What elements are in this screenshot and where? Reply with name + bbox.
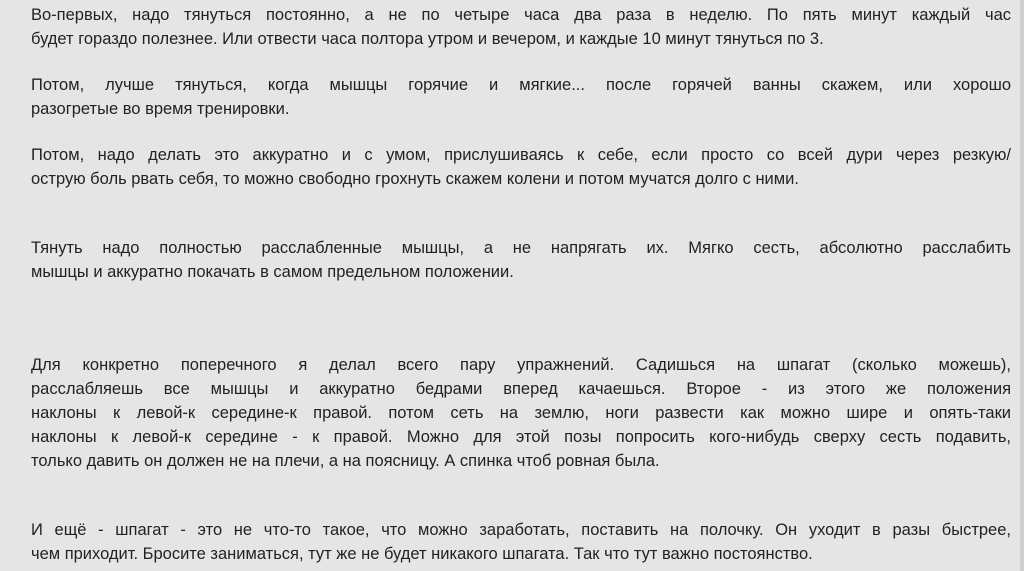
paragraph-warm-muscles [31, 73, 1011, 121]
text-line: расслабляешь все мышцы и аккуратно бедрами вперед качаешься. Второе - из этого же положения [31, 380, 1011, 398]
paragraph-exercises [31, 353, 1011, 473]
text-line: мышцы и аккуратно покачать в самом предельном положении. [31, 263, 514, 281]
text-line: будет гораздо полезнее. Или отвести часа полтора утром и вечером, и каждые 10 минут тянуться по 3. [31, 30, 824, 48]
paragraph-consistency [31, 3, 1011, 51]
text-line: чем приходит. Бросите заниматься, тут же не будет никакого шпагата. Так что тут важно постоянство. [31, 545, 813, 563]
paragraph-relaxed [31, 236, 1011, 284]
paragraph-conclusion [31, 518, 1011, 566]
text-line: только давить он должен не на плечи, а на поясницу. А спинка чтоб ровная была. [31, 452, 660, 470]
right-edge-strip [1020, 0, 1024, 571]
text-line: Во-первых, надо тянуться постоянно, а не по четыре часа два раза в неделю. По пять минут каждый час [31, 6, 1011, 24]
text-line: Тянуть надо полностью расслабленные мышцы, а не напрягать их. Мягко сесть, абсолютно расслабить [31, 239, 1011, 257]
text-line: острую боль рвать себя, то можно свободно грохнуть скажем колени и потом мучатся долго с ними. [31, 170, 799, 188]
post-body [31, 3, 1011, 566]
text-line: Для конкретно поперечного я делал всего пару упражнений. Садишься на шпагат (сколько можешь), [31, 356, 1011, 374]
paragraph-careful [31, 143, 1011, 191]
text-line: наклоны к левой-к середине-к правой. потом сеть на землю, ноги развести как можно шире и опять-таки [31, 404, 1011, 422]
text-line: И ещё - шпагат - это не что-то такое, что можно заработать, поставить на полочку. Он уходит в разы быстрее, [31, 521, 1011, 539]
text-line: Потом, надо делать это аккуратно и с умом, прислушиваясь к себе, если просто со всей дури через резкую/ [31, 146, 1011, 164]
text-line: наклоны к левой-к середине - к правой. Можно для этой позы попросить кого-нибудь сверху сесть подавить, [31, 428, 1011, 446]
text-line: разогретые во время тренировки. [31, 100, 290, 118]
text-line: Потом, лучше тянуться, когда мышцы горячие и мягкие... после горячей ванны скажем, или хорошо [31, 76, 1011, 94]
